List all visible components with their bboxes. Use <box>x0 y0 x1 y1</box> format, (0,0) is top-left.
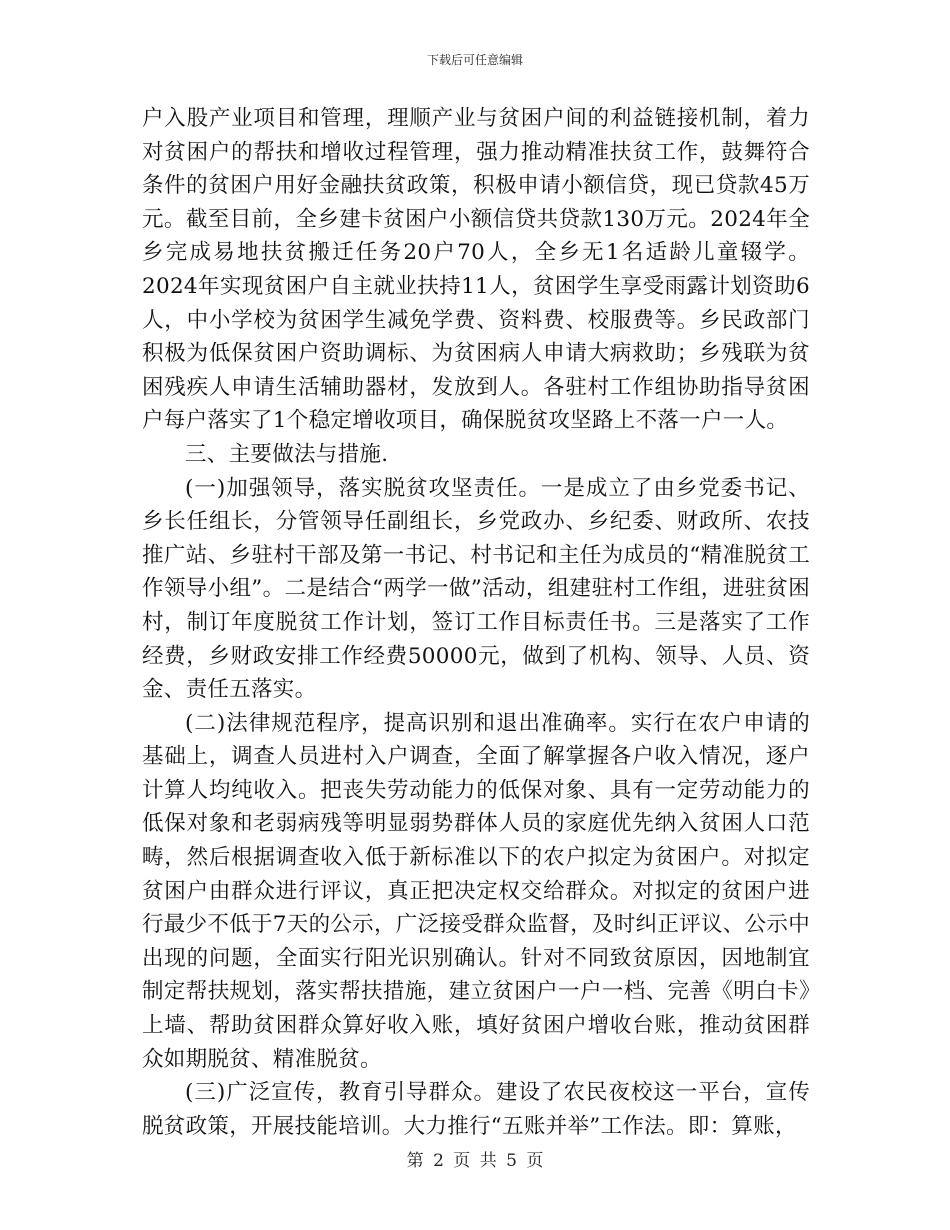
page-footer: 第 2 页 共 5 页 <box>406 1151 544 1171</box>
paragraph-item-1: (一)加强领导，落实脱贫攻坚责任。一是成立了由乡党委书记、乡长任组长，分管领导任副组长，乡党政办、乡纪委、财政所、农技推广站、乡驻村干部及第一书记、村书记和主任为成员的“精准脱贫工作领导小组”。二是结合“两学一做”活动，组建驻村工作组，进驻贫困村，制订年度脱贫工作计划，签订工作目标责任书。三是落实了工作经费，乡财政安排工作经费50000元，做到了机构、领导、人员、资金、责任五落实。 <box>142 475 810 703</box>
paragraph-continuation: 户入股产业项目和管理，理顺产业与贫困户间的利益链接机制，着力对贫困户的帮扶和增收过程管理，强力推动精准扶贫工作，鼓舞符合条件的贫困户用好金融扶贫政策，积极申请小额信贷，现已贷款45万元。截至目前，全乡建卡贫困户小额信贷共贷款130万元。2024年全乡完成易地扶贫搬迁任务20户70人，全乡无1名适龄儿童辍学。2024年实现贫困户自主就业扶持11人，贫困学生享受雨露计划资助6人，中小学校为贫困学生减免学费、资料费、校服费等。乡民政部门积极为低保贫困户资助调标、为贫困病人申请大病救助；乡残联为贫困残疾人申请生活辅助器材，发放到人。各驻村工作组协助指导贫困户每户落实了1个稳定增收项目，确保脱贫攻坚路上不落一户一人。 <box>142 106 810 434</box>
document-body <box>142 102 810 1143</box>
page-header: 下载后可任意编辑 <box>426 53 523 67</box>
paragraph-item-3: (三)广泛宣传，教育引导群众。建设了农民夜校这一平台，宣传脱贫政策，开展技能培训。大力推行“五账并举”工作法。即：算账， <box>142 1080 810 1139</box>
paragraph-item-2: (二)法律规范程序，提高识别和退出准确率。实行在农户申请的基础上，调查人员进村入户调查，全面了解掌握各户收入情况，逐户计算人均纯收入。把丧失劳动能力的低保对象、具有一定劳动能力的低保对象和老弱病残等明显弱势群体人员的家庭优先纳入贫困人口范畴，然后根据调查收入低于新标准以下的农户拟定为贫困户。对拟定贫困户由群众进行评议，真正把决定权交给群众。对拟定的贫困户进行最少不低于7天的公示，广泛接受群众监督，及时纠正评议、公示中出现的问题，全面实行阳光识别确认。针对不同致贫原因，因地制宜制定帮扶规划，落实帮扶措施，建立贫困户一户一档、完善《明白卡》上墙、帮助贫困群众算好收入账，填好贫困户增收台账，推动贫困群众如期脱贫、精准脱贫。 <box>142 710 810 1072</box>
section-heading: 三、主要做法与措施. <box>185 441 389 467</box>
